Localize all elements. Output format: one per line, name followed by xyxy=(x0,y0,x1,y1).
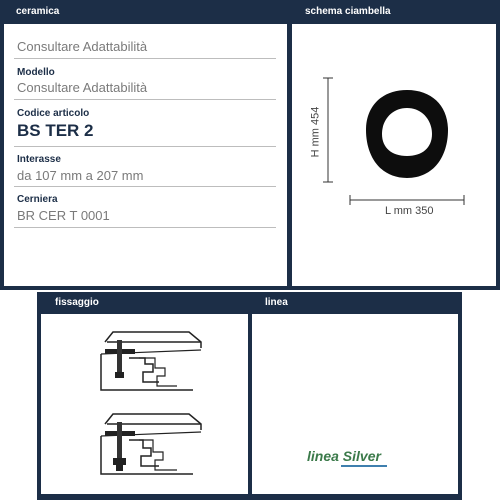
interasse-value: da 107 mm a 207 mm xyxy=(17,168,144,183)
schema-body xyxy=(292,24,496,286)
divider xyxy=(14,99,276,100)
height-dimension-line xyxy=(322,76,334,186)
ceramica-body xyxy=(4,24,287,286)
divider xyxy=(14,58,276,59)
linea-silver-logo xyxy=(307,448,381,464)
divider xyxy=(14,146,276,147)
divider xyxy=(14,227,276,228)
modello-label: Modello xyxy=(17,67,55,78)
height-label: H mm 454 xyxy=(309,106,322,158)
modello-value: Consultare Adattabilità xyxy=(17,80,148,95)
codice-articolo-value: BS TER 2 xyxy=(17,121,94,140)
divider xyxy=(14,186,276,187)
fixing-diagram-bottom xyxy=(93,410,209,480)
fissaggio-header: fissaggio xyxy=(55,297,99,308)
logo-swoosh xyxy=(341,465,387,467)
schema-panel xyxy=(288,0,500,290)
linea-panel xyxy=(248,292,462,500)
cerniera-value: BR CER T 0001 xyxy=(17,208,110,223)
fissaggio-panel xyxy=(37,292,251,500)
ceramica-name: Consultare Adattabilità xyxy=(17,39,148,54)
interasse-label: Interasse xyxy=(17,154,61,165)
linea-header: linea xyxy=(265,297,288,308)
linea-body xyxy=(252,314,458,494)
linea-silver-logo-text: linea Silver xyxy=(307,448,381,464)
schema-header: schema ciambella xyxy=(305,6,391,17)
ceramica-header: ceramica xyxy=(16,6,60,17)
codice-articolo-label: Codice articolo xyxy=(17,108,90,119)
cerniera-label: Cerniera xyxy=(17,194,58,205)
fissaggio-body xyxy=(41,314,250,494)
fixing-diagram-top xyxy=(93,328,209,396)
ceramica-panel xyxy=(0,0,290,290)
length-label: L mm 350 xyxy=(385,205,434,217)
seat-ring-shape xyxy=(362,86,452,182)
